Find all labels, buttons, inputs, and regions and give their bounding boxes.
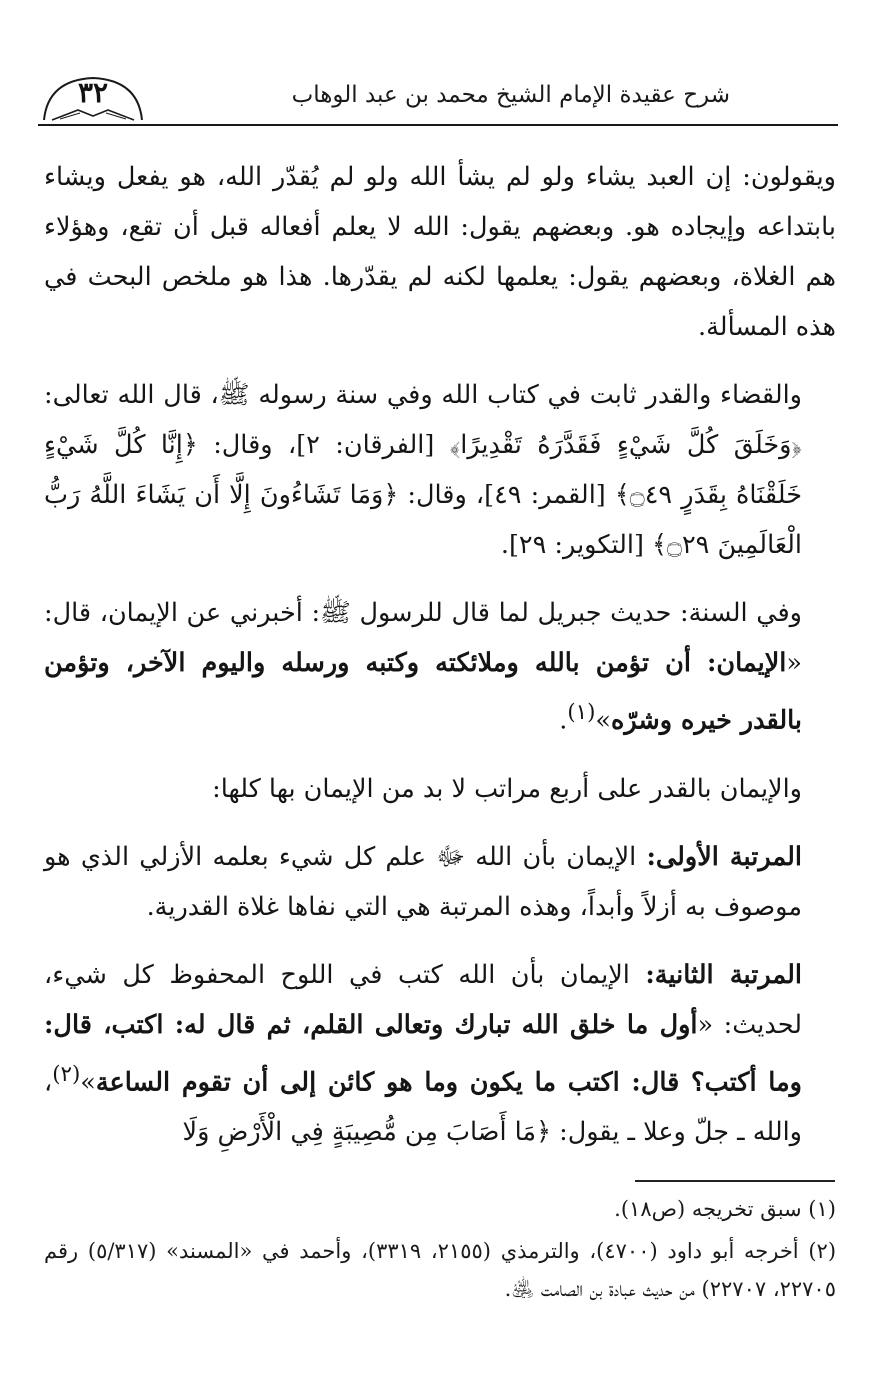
header-rule: [38, 124, 838, 126]
text-run: »: [595, 705, 611, 736]
paragraph-6: [44, 950, 836, 1158]
text-run: الإيمان بأن الله ﷻ علم كل شيء بعلمه الأزلي الذي هو موصوف به أزلاً وأبداً، وهذه المرتبة هي التي نفاها غلاة القدرية.: [44, 841, 802, 922]
footnotes: [44, 1190, 836, 1308]
section-label: المرتبة الثانية:: [645, 959, 802, 990]
running-title: شرح عقيدة الإمام الشيخ محمد بن عبد الوهاب: [291, 82, 730, 108]
page-header: [38, 70, 838, 126]
text-run: [التكوير: ٢٩].: [500, 530, 653, 560]
paragraph-5: [44, 832, 836, 932]
main-text: [44, 152, 836, 1157]
paragraph-4: والإيمان بالقدر على أربع مراتب لا بد من الإيمان بها كلها:: [212, 773, 802, 804]
footnote-2: (٢) أخرجه أبو داود (٤٧٠٠)، والترمذي (٢١٥٥، ٣٣١٩)، وأحمد في «المسند» (٥/٣١٧) رقم ٢٢٧٠٥، ٢٢٧٠٧) من حديث عبادة بن الصامت ﵁.: [44, 1239, 837, 1301]
text-run: الإيمان بأن الله كتب في اللوح المحفوظ كل شيء، لحديث: «: [44, 959, 802, 1040]
text-run: ، والله ـ جلّ وعلا ـ يقول:: [44, 1067, 802, 1147]
section-label: المرتبة الأولى:: [646, 841, 802, 872]
text-run: [القمر: ٤٩]، وقال:: [398, 480, 615, 510]
page-number-badge: [38, 72, 148, 118]
text-run: وفي السنة: حديث جبريل لما قال للرسول ﷺ: أخبرني عن الإيمان، قال: «: [44, 598, 802, 678]
text-run: [الفرقان: ٢]، وقال:: [197, 430, 450, 460]
text-run: .: [559, 705, 568, 736]
quran-quote: ﴿مَا أَصَابَ مِن مُّصِيبَةٍ فِي الْأَرْضِ وَلَا: [182, 1117, 552, 1147]
page-number: ٣٢: [77, 76, 109, 109]
text-run: والقضاء والقدر ثابت في كتاب الله وفي سنة رسوله ﷺ، قال الله تعالى:: [44, 380, 802, 410]
hadith-quote: الإيمان: أن تؤمن بالله وملائكته وكتبه ورسله واليوم الآخر، وتؤمن بالقدر خيره وشرّه: [44, 648, 802, 736]
footnote-ref[interactable]: (١): [567, 700, 596, 725]
hadith-quote: أول ما خلق الله تبارك وتعالى القلم، ثم قال له: اكتب، قال: وما أكتب؟ قال: اكتب ما يكون وما هو كائن إلى أن تقوم الساعة: [44, 1009, 802, 1097]
footnote-separator: [635, 1180, 835, 1182]
quran-quote: ﴿إِنَّا كُلَّ شَيْءٍ خَلَقْنَاهُ بِقَدَرٍ ۝٤٩﴾: [44, 430, 802, 510]
quran-quote: ﴿وَخَلَقَ كُلَّ شَيْءٍ فَقَدَّرَهُ تَقْدِيرًا﴾: [449, 430, 802, 460]
footnote-1: (١) سبق تخريجه (ص١٨).: [614, 1197, 836, 1221]
quran-quote: ﴿وَمَا تَشَاءُونَ إِلَّا أَن يَشَاءَ اللَّهُ رَبُّ الْعَالَمِينَ ۝٢٩﴾: [44, 480, 802, 560]
footnote-ref[interactable]: (٢): [52, 1061, 81, 1087]
paragraph-3: [44, 588, 836, 746]
paragraph-1: ويقولون: إن العبد يشاء ولو لم يشأ الله ولو لم يُقدّر الله، هو يفعل ويشاء بابتداعه وإيجاده هو. وبعضهم يقول: الله لا يعلم أفعاله قبل أن تقع، وهؤلاء هم الغلاة، وبعضهم يقول: يعلمها لكنه لم يقدّرها. هذا هو ملخص البحث في هذه المسألة.: [44, 162, 836, 342]
paragraph-2: [44, 370, 836, 570]
text-run: »: [80, 1067, 96, 1097]
